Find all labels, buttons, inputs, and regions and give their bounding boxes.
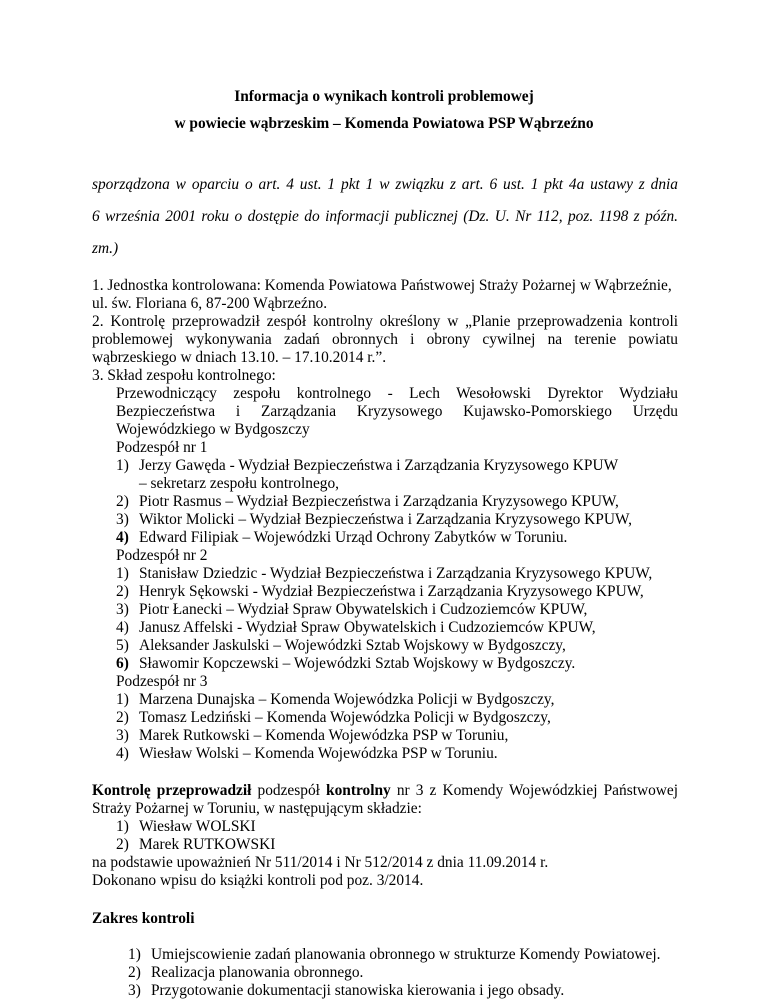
section2-line-2: problemowej wykonywania zadań obronnych i obrony cywilnej na terenie powiatu: [92, 331, 678, 348]
scope-heading: Zakres kontroli: [92, 910, 195, 927]
list-item: 2) Marek RUTKOWSKI: [116, 836, 276, 853]
section1-line-1: 1. Jednostka kontrolowana: Komenda Powiatowa Państwowej Straży Pożarnej w Wąbrzeźnie,: [92, 277, 672, 294]
list-item: 3) Piotr Łanecki – Wydział Spraw Obywatelskich i Cudzoziemców KPUW,: [116, 601, 588, 618]
list-item: 2) Piotr Rasmus – Wydział Bezpieczeństwa i Zarządzania Kryzysowego KPUW,: [116, 493, 619, 510]
list-item: 2) Henryk Sękowski - Wydział Bezpieczeństwa i Zarządzania Kryzysowego KPUW,: [116, 583, 644, 600]
list-item: 4) Wiesław Wolski – Komenda Wojewódzka PSP w Toruniu.: [116, 745, 498, 762]
list-item: 3) Marek Rutkowski – Komenda Wojewódzka PSP w Toruniu,: [116, 727, 509, 744]
chair-line-1: Przewodniczący zespołu kontrolnego - Lech Wesołowski Dyrektor Wydziału: [116, 385, 678, 402]
section2-line-1: 2. Kontrolę przeprowadził zespół kontrolny określony w „Planie przeprowadzenia kontroli: [92, 313, 678, 330]
list-item: 2) Realizacja planowania obronnego.: [128, 964, 364, 981]
list-item: 1) Marzena Dunajska – Komenda Wojewódzka Policji w Bydgoszczy,: [116, 691, 555, 708]
conducted-line-1: Kontrolę przeprowadził podzespół kontrolny nr 3 z Komendy Wojewódzkiej Państwowej: [92, 782, 678, 799]
legal-basis-line-2: 6 września 2001 roku o dostępie do informacji publicznej (Dz. U. Nr 112, poz. 1198 z późn.: [92, 208, 678, 225]
list-item: 1) Stanisław Dziedzic - Wydział Bezpieczeństwa i Zarządzania Kryzysowego KPUW,: [116, 565, 653, 582]
list-item: 2) Tomasz Ledziński – Komenda Wojewódzka Policji w Bydgoszczy,: [116, 709, 551, 726]
section3-heading: 3. Skład zespołu kontrolnego:: [92, 367, 276, 384]
title-line-2: w powiecie wąbrzeskim – Komenda Powiatowa PSP Wąbrzeźno: [174, 115, 594, 132]
chair-line-3: Wojewódzkiego w Bydgoszczy: [116, 421, 310, 438]
conducted-line-3: na podstawie upoważnień Nr 511/2014 i Nr 512/2014 z dnia 11.09.2014 r.: [92, 854, 549, 871]
list-item: 1) Wiesław WOLSKI: [116, 818, 256, 835]
chair-line-2: Bezpieczeństwa i Zarządzania Kryzysowego Kujawsko-Pomorskiego Urzędu: [116, 403, 678, 420]
legal-basis-line-1: sporządzona w oparciu o art. 4 ust. 1 pkt 1 w związku z art. 6 ust. 1 pkt 4a ustawy z dnia: [92, 176, 678, 193]
list-item: 1) Jerzy Gawęda - Wydział Bezpieczeństwa i Zarządzania Kryzysowego KPUW: [116, 457, 619, 474]
section2-line-3: wąbrzeskiego w dniach 13.10. – 17.10.2014 r.”.: [92, 349, 387, 366]
list-item-continuation: – sekretarz zespołu kontrolnego,: [139, 475, 340, 492]
list-item: 6) Sławomir Kopczewski – Wojewódzki Sztab Wojskowy w Bydgoszczy.: [116, 655, 576, 672]
title-line-1: Informacja o wynikach kontroli problemowej: [234, 88, 534, 105]
list-item: 1) Umiejscowienie zadań planowania obronnego w strukturze Komendy Powiatowej.: [128, 946, 661, 963]
subteam2-label: Podzespół nr 2: [116, 547, 208, 564]
list-item: 4) Janusz Affelski - Wydział Spraw Obywatelskich i Cudzoziemców KPUW,: [116, 619, 596, 636]
subteam1-label: Podzespół nr 1: [116, 439, 208, 456]
legal-basis-line-3: zm.): [92, 240, 119, 257]
subteam3-label: Podzespół nr 3: [116, 673, 208, 690]
conducted-line-4: Dokonano wpisu do książki kontroli pod poz. 3/2014.: [92, 872, 424, 889]
list-item: 3) Przygotowanie dokumentacji stanowiska kierowania i jego obsady.: [128, 982, 565, 999]
list-item: 5) Aleksander Jaskulski – Wojewódzki Sztab Wojskowy w Bydgoszczy,: [116, 637, 566, 654]
section1-line-2: ul. św. Floriana 6, 87-200 Wąbrzeźno.: [92, 295, 328, 312]
list-item: 3) Wiktor Molicki – Wydział Bezpieczeństwa i Zarządzania Kryzysowego KPUW,: [116, 511, 632, 528]
list-item: 4) Edward Filipiak – Wojewódzki Urząd Ochrony Zabytków w Toruniu.: [116, 529, 568, 546]
conducted-line-2: Straży Pożarnej w Toruniu, w następującym składzie:: [92, 800, 422, 817]
